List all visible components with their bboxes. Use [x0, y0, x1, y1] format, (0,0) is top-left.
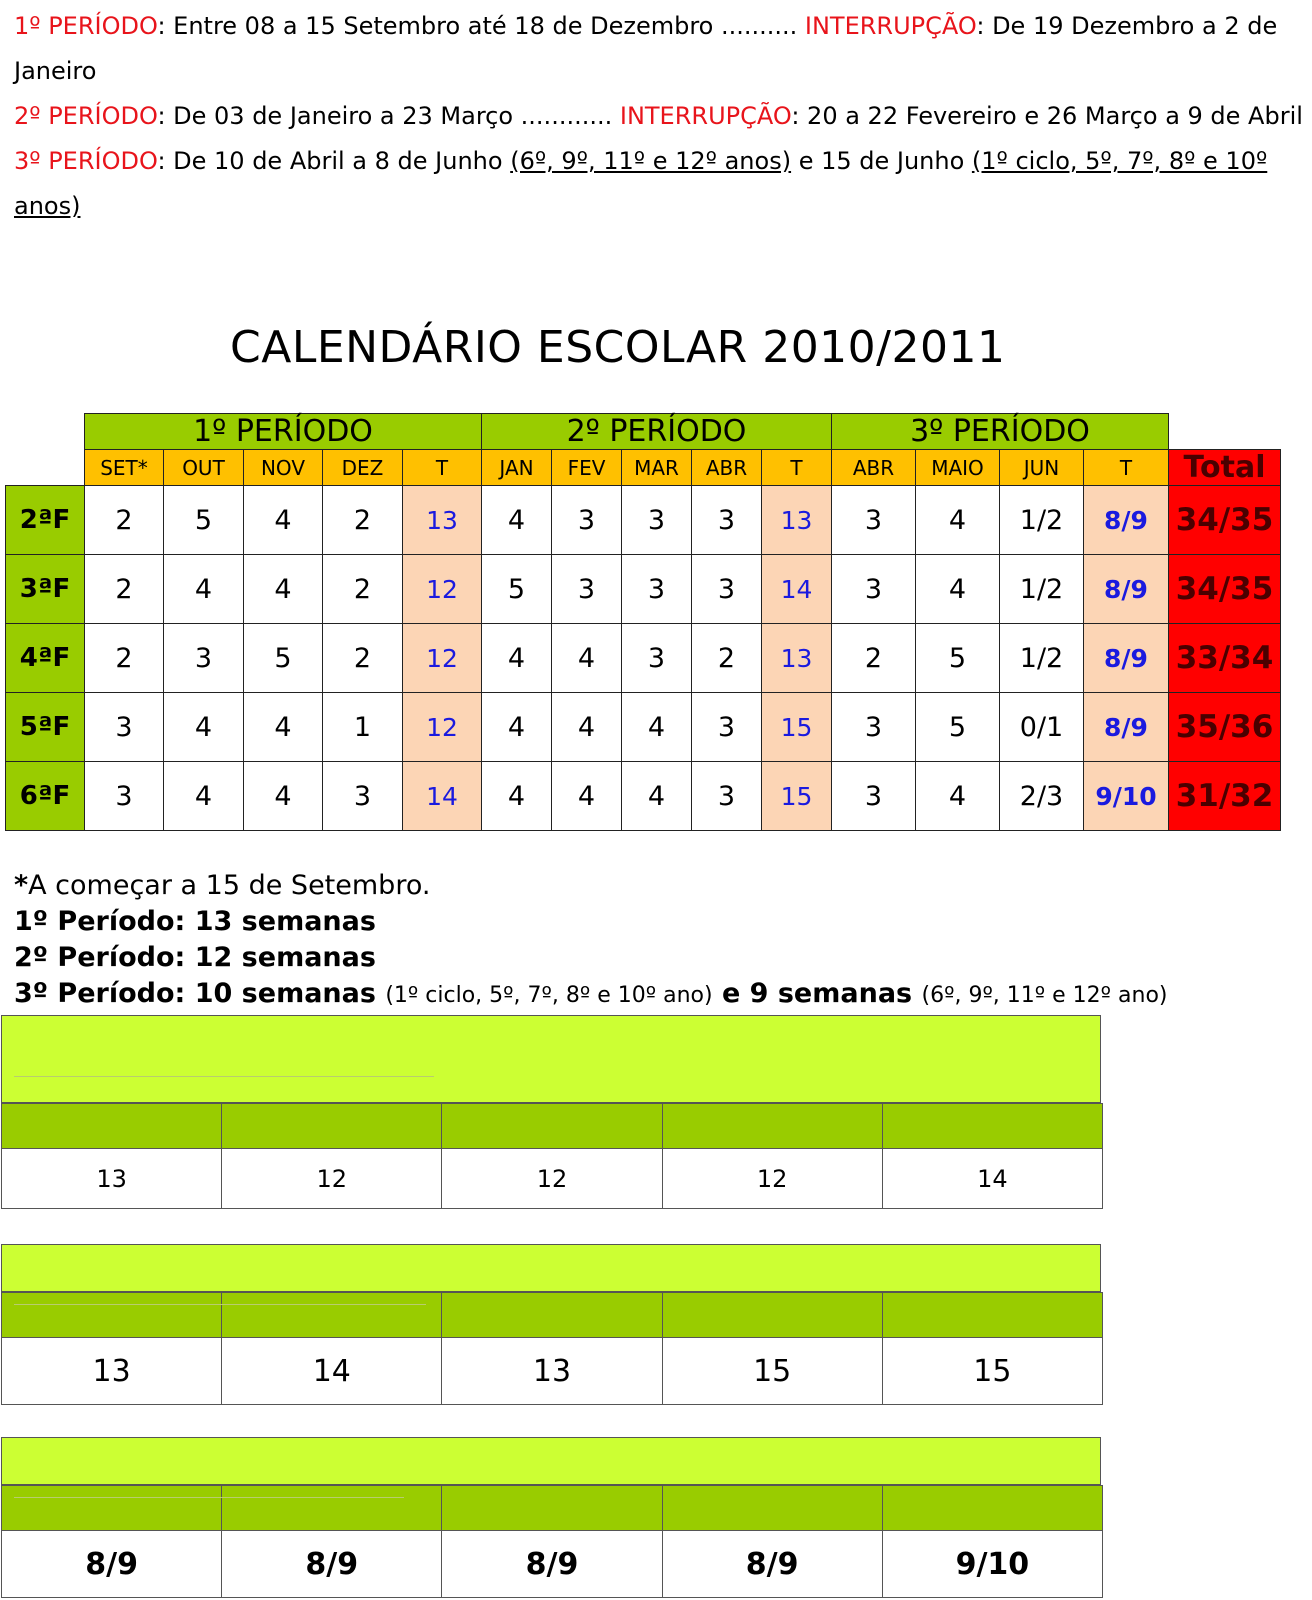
- month-header: JUN: [1000, 450, 1084, 486]
- period-3-line: [14, 139, 1304, 229]
- calendar-row: [6, 693, 1281, 762]
- summary-value: 13: [2, 1338, 222, 1405]
- week-count: 2: [832, 624, 916, 693]
- period-header: 2º PERÍODO: [482, 414, 832, 450]
- summary-block-3: [1, 1437, 1101, 1598]
- period-1-label: 1º PERÍODO: [14, 12, 158, 40]
- divider: [14, 1304, 426, 1305]
- month-header: T: [403, 450, 482, 486]
- week-count: 4: [482, 624, 552, 693]
- summary-value: 12: [662, 1149, 882, 1209]
- summary-block-1: [1, 1015, 1101, 1209]
- week-count: 4: [552, 693, 622, 762]
- divider: [14, 1076, 434, 1077]
- calendar-row: [6, 486, 1281, 555]
- period-total: 13: [762, 624, 832, 693]
- period-total: 8/9: [1084, 624, 1169, 693]
- period-3-text-b: e 15 de Junho: [791, 147, 972, 175]
- year-total: 34/35: [1169, 555, 1281, 624]
- week-count: 2: [85, 624, 164, 693]
- week-count: 5: [244, 624, 323, 693]
- week-count: 0/1: [1000, 693, 1084, 762]
- year-total: 34/35: [1169, 486, 1281, 555]
- week-count: 3: [85, 762, 164, 831]
- calendar-row: [6, 555, 1281, 624]
- week-count: 3: [692, 486, 762, 555]
- month-header-row: [6, 450, 1281, 486]
- week-count: 2/3: [1000, 762, 1084, 831]
- year-total: 33/34: [1169, 624, 1281, 693]
- week-count: 4: [552, 762, 622, 831]
- weekday-label: 5ªF: [6, 693, 85, 762]
- period-total: 8/9: [1084, 486, 1169, 555]
- week-count: 3: [85, 693, 164, 762]
- week-count: 2: [323, 555, 403, 624]
- month-header: MAIO: [916, 450, 1000, 486]
- week-count: 5: [482, 555, 552, 624]
- month-header: JAN: [482, 450, 552, 486]
- period-2-text: : De 03 de Janeiro a 23 Março ............: [157, 102, 620, 130]
- week-count: 4: [244, 762, 323, 831]
- summary-value: 12: [222, 1149, 442, 1209]
- week-count: 4: [622, 762, 692, 831]
- start-note-text: A começar a 15 de Setembro.: [28, 870, 431, 901]
- calendar-body: [6, 486, 1281, 831]
- month-header: ABR: [692, 450, 762, 486]
- week-count: 3: [622, 624, 692, 693]
- period-total: 12: [403, 693, 482, 762]
- period-3-text-a: : De 10 de Abril a 8 de Junho: [157, 147, 511, 175]
- summary-value: 15: [662, 1338, 882, 1405]
- week-count: 4: [164, 762, 244, 831]
- start-note: [14, 868, 1168, 904]
- period-3-weeks-b-detail: (6º, 9º, 11º e 12º ano): [921, 983, 1168, 1008]
- corner-cell: [1169, 414, 1281, 450]
- period-3-weeks-b: e 9 semanas: [712, 978, 922, 1009]
- summary-value: 13: [2, 1149, 222, 1209]
- week-count: 4: [244, 693, 323, 762]
- week-count: 4: [164, 693, 244, 762]
- period-total: 15: [762, 693, 832, 762]
- week-count: 3: [552, 486, 622, 555]
- notes: [14, 868, 1168, 1014]
- week-count: 4: [482, 762, 552, 831]
- week-count: 4: [916, 486, 1000, 555]
- summary-value: 8/9: [2, 1531, 222, 1598]
- calendar-table: [5, 413, 1281, 831]
- calendar-row: [6, 762, 1281, 831]
- period-1-line: [14, 4, 1304, 94]
- week-count: 4: [244, 486, 323, 555]
- week-count: 4: [552, 624, 622, 693]
- week-count: 3: [832, 762, 916, 831]
- period-3-weeks-a-detail: (1º ciclo, 5º, 7º, 8º e 10º ano): [385, 983, 713, 1008]
- week-count: 1/2: [1000, 486, 1084, 555]
- page-title: CALENDÁRIO ESCOLAR 2010/2011: [230, 322, 1006, 373]
- asterisk: *: [14, 870, 29, 901]
- week-count: 3: [323, 762, 403, 831]
- month-header: FEV: [552, 450, 622, 486]
- year-total: 35/36: [1169, 693, 1281, 762]
- summary-block-1-header: [1, 1015, 1101, 1103]
- corner-cell: [6, 450, 85, 486]
- summary-block-2: [1, 1244, 1101, 1405]
- summary-value: 8/9: [662, 1531, 882, 1598]
- divider: [14, 1497, 404, 1498]
- week-count: 3: [692, 555, 762, 624]
- summary-value: 8/9: [222, 1531, 442, 1598]
- period-total: 14: [762, 555, 832, 624]
- period-3-years-a: (6º, 9º, 11º e 12º anos): [510, 147, 792, 175]
- week-count: 2: [85, 486, 164, 555]
- period-3-label: 3º PERÍODO: [14, 147, 158, 175]
- month-header: DEZ: [323, 450, 403, 486]
- period-total: 8/9: [1084, 693, 1169, 762]
- year-total: 31/32: [1169, 762, 1281, 831]
- period-1-interruption-text: : De 19 Dezembro a 2 de Janeiro: [14, 12, 1278, 85]
- week-count: 4: [482, 486, 552, 555]
- summary-block-2-header: [1, 1244, 1101, 1292]
- summary-block-1-table: [1, 1103, 1103, 1209]
- summary-block-3-header: [1, 1437, 1101, 1485]
- period-intro: [14, 4, 1304, 229]
- period-1-weeks: 1º Período: 13 semanas: [14, 906, 376, 937]
- week-count: 1/2: [1000, 624, 1084, 693]
- month-header: MAR: [622, 450, 692, 486]
- week-count: 4: [244, 555, 323, 624]
- summary-block-2-table: [1, 1292, 1103, 1405]
- week-count: 3: [692, 693, 762, 762]
- period-1-interruption-label: INTERRUPÇÃO: [804, 12, 977, 40]
- month-header: ABR: [832, 450, 916, 486]
- week-count: 2: [323, 486, 403, 555]
- period-header: 3º PERÍODO: [832, 414, 1169, 450]
- week-count: 5: [916, 624, 1000, 693]
- period-1-text: : Entre 08 a 15 Setembro até 18 de Dezembro ..........: [157, 12, 805, 40]
- corner-cell: [6, 414, 85, 450]
- period-3-weeks-a: 3º Período: 10 semanas: [14, 978, 386, 1009]
- period-total: 14: [403, 762, 482, 831]
- summary-value: 13: [442, 1338, 662, 1405]
- week-count: 3: [622, 555, 692, 624]
- period-total: 13: [762, 486, 832, 555]
- week-count: 3: [164, 624, 244, 693]
- calendar-row: [6, 624, 1281, 693]
- week-count: 3: [552, 555, 622, 624]
- period-3-weeks: [14, 976, 1168, 1014]
- weekday-label: 3ªF: [6, 555, 85, 624]
- period-2-interruption-label: INTERRUPÇÃO: [619, 102, 792, 130]
- summary-value: 14: [882, 1149, 1102, 1209]
- week-count: 2: [323, 624, 403, 693]
- period-2-interruption-text: : 20 a 22 Fevereiro e 26 Março a 9 de Abril: [791, 102, 1303, 130]
- week-count: 3: [832, 693, 916, 762]
- weekday-label: 6ªF: [6, 762, 85, 831]
- period-3-years-b: (1º ciclo, 5º, 7º, 8º e 10º anos): [14, 147, 1268, 220]
- week-count: 4: [482, 693, 552, 762]
- week-count: 5: [916, 693, 1000, 762]
- period-2-line: [14, 94, 1304, 139]
- total-header: Total: [1169, 450, 1281, 486]
- week-count: 5: [164, 486, 244, 555]
- week-count: 3: [692, 762, 762, 831]
- week-count: 3: [832, 555, 916, 624]
- week-count: 4: [164, 555, 244, 624]
- period-2-label: 2º PERÍODO: [14, 102, 158, 130]
- summary-value: 9/10: [882, 1531, 1102, 1598]
- period-total: 9/10: [1084, 762, 1169, 831]
- period-total: 15: [762, 762, 832, 831]
- month-header: SET*: [85, 450, 164, 486]
- weekday-label: 4ªF: [6, 624, 85, 693]
- summary-value: 15: [882, 1338, 1102, 1405]
- period-header-row: [6, 414, 1281, 450]
- week-count: 4: [916, 555, 1000, 624]
- period-header: 1º PERÍODO: [85, 414, 482, 450]
- month-header: NOV: [244, 450, 323, 486]
- summary-value: 12: [442, 1149, 662, 1209]
- period-total: 12: [403, 555, 482, 624]
- week-count: 2: [692, 624, 762, 693]
- week-count: 1: [323, 693, 403, 762]
- week-count: 1/2: [1000, 555, 1084, 624]
- weekday-label: 2ªF: [6, 486, 85, 555]
- month-header: OUT: [164, 450, 244, 486]
- period-2-weeks: 2º Período: 12 semanas: [14, 942, 376, 973]
- week-count: 3: [832, 486, 916, 555]
- week-count: 3: [622, 486, 692, 555]
- month-header: T: [762, 450, 832, 486]
- summary-value: 14: [222, 1338, 442, 1405]
- month-header: T: [1084, 450, 1169, 486]
- period-total: 13: [403, 486, 482, 555]
- period-total: 12: [403, 624, 482, 693]
- summary-value: 8/9: [442, 1531, 662, 1598]
- week-count: 4: [916, 762, 1000, 831]
- summary-block-3-table: [1, 1485, 1103, 1598]
- period-total: 8/9: [1084, 555, 1169, 624]
- week-count: 4: [622, 693, 692, 762]
- week-count: 2: [85, 555, 164, 624]
